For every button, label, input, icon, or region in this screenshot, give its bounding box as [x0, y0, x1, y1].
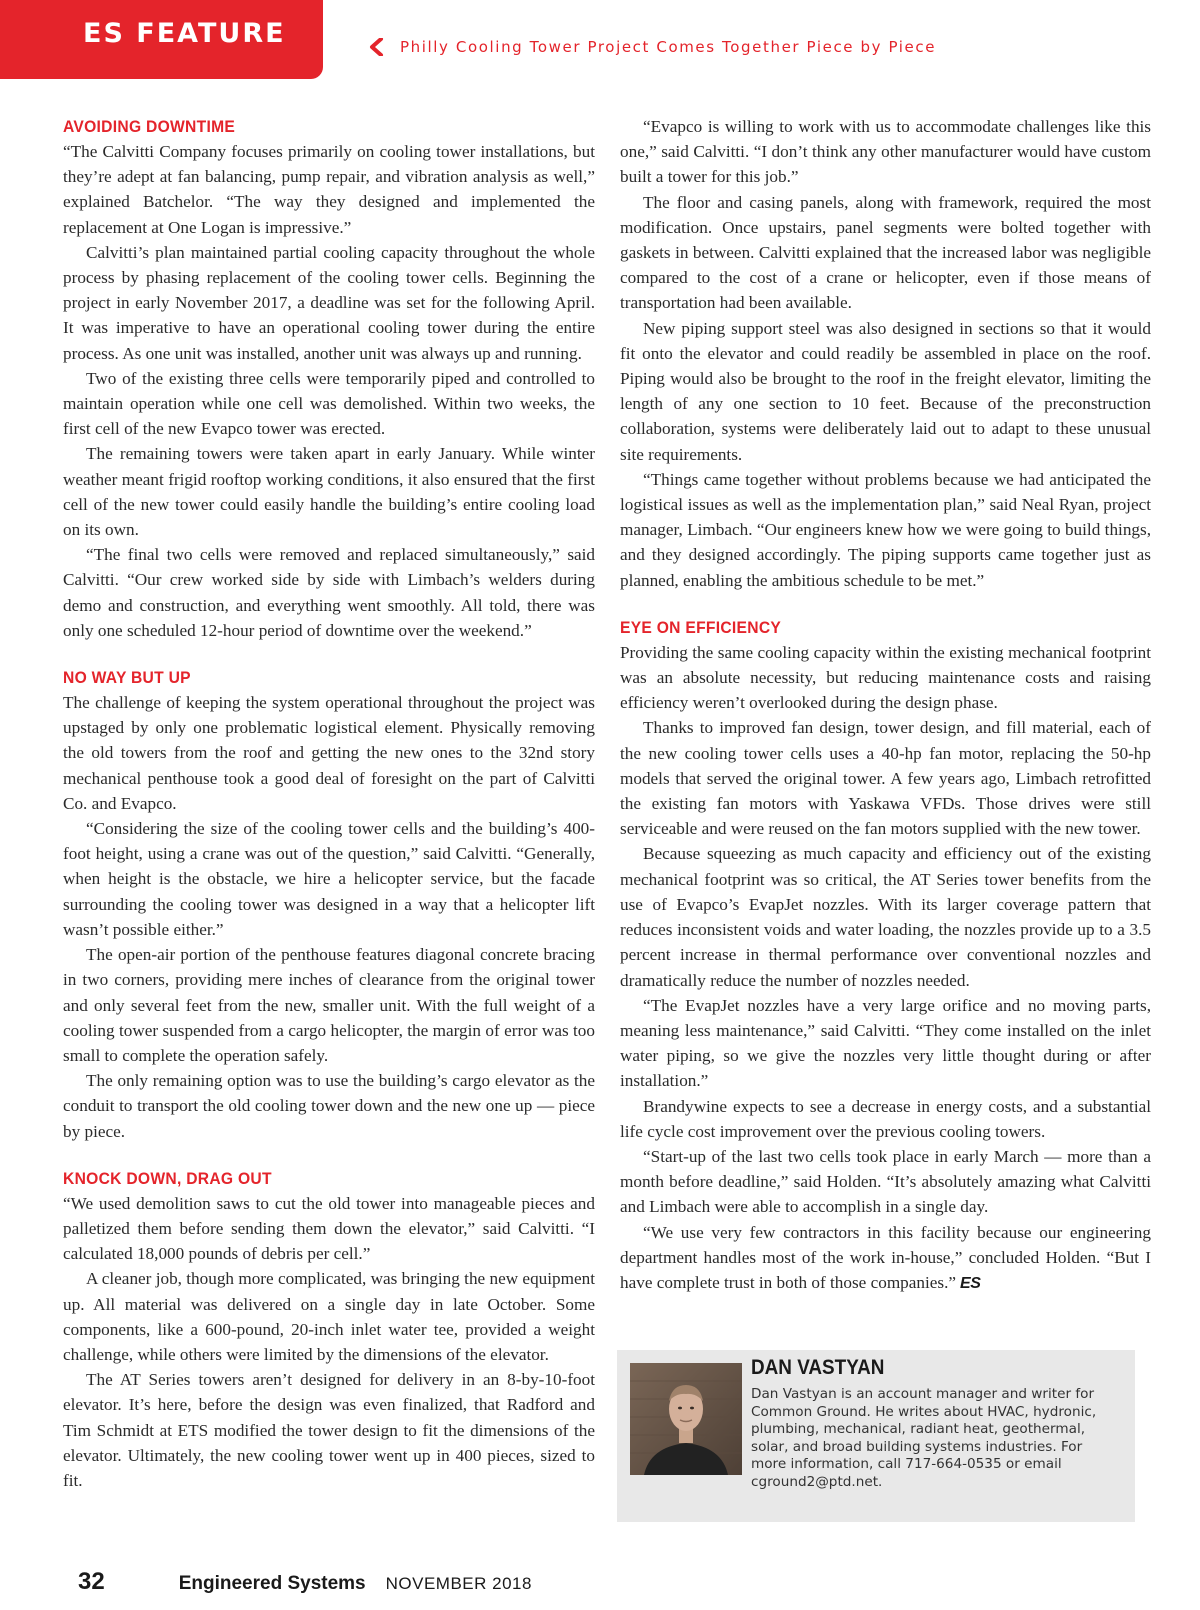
paragraph	[620, 1094, 1151, 1144]
author-bio-text: Dan Vastyan is an account manager and writer for Common Ground. He writes about HVAC, hydronic, plumbing, mechanical, radiant heat, geothermal, solar, and broad building systems industries. For more information, call 717-664-0535 or email cground2@ptd.net.	[751, 1386, 1097, 1490]
running-title: Philly Cooling Tower Project Comes Together Piece by Piece	[400, 38, 937, 56]
paragraph-text: “The Calvitti Company focuses primarily on cooling tower installations, but they’re adept at fan balancing, pump repair, and vibration analysis as well,” explained Batchelor. “The way they designed and implemented the replacement at One Logan is impressive.”	[63, 142, 595, 237]
paragraph-text: Because squeezing as much capacity and efficiency out of the existing mechanical footprint was so critical, the AT Series tower benefits from the use of Evapco’s EvapJet nozzles. With its larger coverage pattern that reduces inconsistent voids and water loading, the nozzles provide up to a 3.5 percent increase in thermal performance over conventional nozzles and dramatically reduce the number of nozzles needed.	[620, 844, 1151, 990]
paragraph	[63, 542, 595, 643]
section-gap	[63, 643, 595, 665]
author-name: DAN VASTYAN	[751, 1356, 885, 1379]
paragraph-text: “Considering the size of the cooling tower cells and the building’s 400-foot height, using a crane was out of the question,” said Calvitti. “Generally, when height is the obstacle, we hire a helicopter service, but the facade surrounding the cooling tower was designed in a way that a helicopter lift wasn’t possible either.”	[63, 819, 595, 939]
section-heading: NO WAY BUT UP	[63, 668, 191, 688]
paragraph-text: Providing the same cooling capacity within the existing mechanical footprint was an absolute necessity, but reducing maintenance costs and raising efficiency weren’t overlooked during the design phase.	[620, 642, 1151, 713]
paragraph	[620, 715, 1151, 841]
paragraph	[620, 1220, 1151, 1297]
paragraph-text: Two of the existing three cells were temporarily piped and controlled to maintain operation while one cell was demolished. Within two weeks, the first cell of the new Evapco tower was erected.	[63, 368, 595, 439]
paragraph	[63, 139, 595, 240]
paragraph-text: “Things came together without problems because we had anticipated the logistical issues as well as the implementation plan,” said Neal Ryan, project manager, Limbach. “Our engineers knew how we were going to build things, and they designed accordingly. The piping supports came together just as planned, enabling the ambitious schedule to be met.”	[620, 469, 1151, 590]
end-mark-logo: ES	[960, 1274, 981, 1292]
author-photo	[630, 1363, 742, 1475]
section-heading: KNOCK DOWN, DRAG OUT	[63, 1168, 272, 1188]
paragraph-text: The only remaining option was to use the building’s cargo elevator as the conduit to transport the old cooling tower down and the new one up — piece by piece.	[63, 1071, 595, 1141]
article-column-left	[63, 114, 595, 1493]
running-header[interactable]	[368, 38, 936, 56]
paragraph-text: “Start-up of the last two cells took place in early March — more than a month before deadline,” said Holden. “It’s absolutely amazing what Calvitti and Limbach were able to accomplish in a single day.	[620, 1146, 1151, 1217]
paragraph	[63, 1367, 595, 1493]
paragraph	[620, 640, 1151, 716]
paragraph	[620, 993, 1151, 1094]
paragraph	[620, 190, 1151, 316]
author-bio-box	[617, 1350, 1135, 1522]
paragraph-text: “Evapco is willing to work with us to accommodate challenges like this one,” said Calvitti. “I don’t think any other manufacturer would have custom built a tower for this job.”	[620, 117, 1151, 187]
issue-date: NOVEMBER 2018	[385, 1574, 532, 1593]
paragraph-text: The AT Series towers aren’t designed for delivery in an 8-by-10-foot elevator. It’s here, before the design was even finalized, that Radford and Tim Schmidt at ETS modified the tower design to fit the dimensions of the elevator. Ultimately, the new cooling tower went up in 400 pieces, sized to fit.	[63, 1370, 595, 1490]
section-tab	[0, 0, 323, 79]
section-heading: EYE ON EFFICIENCY	[620, 617, 782, 637]
paragraph-text: Calvitti’s plan maintained partial cooling capacity throughout the whole process by phasing replacement of the cooling tower cells. Beginning the project in early November 2017, a deadline was set for the following April. It was imperative to have an operational cooling tower during the entire process. As one unit was installed, another unit was always up and running.	[63, 242, 595, 363]
paragraph	[620, 114, 1151, 190]
paragraph-text: “The final two cells were removed and replaced simultaneously,” said Calvitti. “Our crew worked side by side with Limbach’s welders during demo and construction, and everything went smoothly. All told, there was only one scheduled 12-hour period of downtime over the weekend.”	[63, 545, 595, 640]
paragraph	[63, 1068, 595, 1144]
paragraph-text: The floor and casing panels, along with framework, required the most modification. Once upstairs, panel segments were bolted together with gaskets in between. Calvitti explained that the increased labor was negligible compared to the cost of a crane or helicopter, even if those means of transportation had been available.	[620, 192, 1151, 313]
magazine-name: Engineered Systems	[178, 1573, 366, 1594]
paragraph	[63, 690, 595, 816]
paragraph	[620, 841, 1151, 992]
section-gap	[63, 1144, 595, 1166]
paragraph-text: “We used demolition saws to cut the old tower into manageable pieces and palletized them before sending them down the elevator,” said Calvitti. “I calculated 18,000 pounds of debris per cell.”	[63, 1193, 595, 1264]
paragraph	[63, 942, 595, 1068]
paragraph	[63, 441, 595, 542]
paragraph-text: The remaining towers were taken apart in early January. While winter weather meant frigid rooftop working conditions, it also ensured that the first cell of the new tower could easily handle the building’s entire cooling load on its own.	[63, 444, 595, 540]
paragraph	[63, 1266, 595, 1367]
paragraph-text: Brandywine expects to see a decrease in energy costs, and a substantial life cycle cost improvement over the previous cooling towers.	[620, 1096, 1151, 1141]
paragraph	[63, 366, 595, 442]
section-gap	[620, 593, 1151, 615]
paragraph-text: “The EvapJet nozzles have a very large orifice and no moving parts, meaning less maintenance,” said Calvitti. “They come installed on the inlet water piping, so we give the nozzles very little thought during or after installation.”	[620, 995, 1151, 1091]
paragraph	[620, 316, 1151, 467]
paragraph-text: Thanks to improved fan design, tower design, and fill material, each of the new cooling tower cells uses a 40-hp fan motor, replacing the 50-hp models that served the original tower. A few years ago, Limbach retrofitted the existing fan motors with Yaskawa VFDs. Those drives were still serviceable and were reused on the fan motors supplied with the new tower.	[620, 718, 1151, 839]
paragraph-text: A cleaner job, though more complicated, was bringing the new equipment up. All material was delivered on a single day in late October. Some components, like a 600-pound, 20-inch inlet water tee, provided a weight challenge, while others were limited by the dimensions of the elevator.	[63, 1269, 595, 1364]
page-number: 32	[78, 1568, 105, 1595]
section-heading: AVOIDING DOWNTIME	[63, 117, 236, 136]
paragraph-text: The challenge of keeping the system operational throughout the project was upstaged by only one problematic logistical element. Physically removing the old towers from the roof and getting the new ones to the 32nd story mechanical penthouse took a good deal of foresight on the part of Calvitti Co. and Evapco.	[63, 693, 595, 813]
section-label: ES FEATURE	[83, 18, 286, 49]
chevron-left-icon[interactable]	[368, 38, 386, 56]
paragraph	[63, 240, 595, 366]
paragraph-text: The open-air portion of the penthouse features diagonal concrete bracing in two corners, providing mere inches of clearance from the original tower and only several feet from the new, smaller unit. With the full weight of a cooling tower suspended from a cargo helicopter, the margin of error was too small to complete the operation safely.	[63, 945, 595, 1065]
paragraph	[620, 467, 1151, 593]
paragraph-text: New piping support steel was also designed in sections so that it would fit onto the elevator and could readily be assembled in place on the roof. Piping would also be brought to the roof in the freight elevator, limiting the length of any one section to 10 feet. Because of the preconstruction collaboration, systems were deliberately laid out to adapt to these unusual site requirements.	[620, 318, 1151, 464]
page-footer	[78, 1568, 532, 1596]
paragraph	[63, 1191, 595, 1267]
paragraph	[620, 1144, 1151, 1220]
paragraph-text: “We use very few contractors in this facility because our engineering department handles most of the work in-house,” concluded Holden. “But I have complete trust in both of those companies.”	[620, 1222, 1151, 1292]
paragraph	[63, 816, 595, 942]
article-column-right	[620, 114, 1151, 1296]
